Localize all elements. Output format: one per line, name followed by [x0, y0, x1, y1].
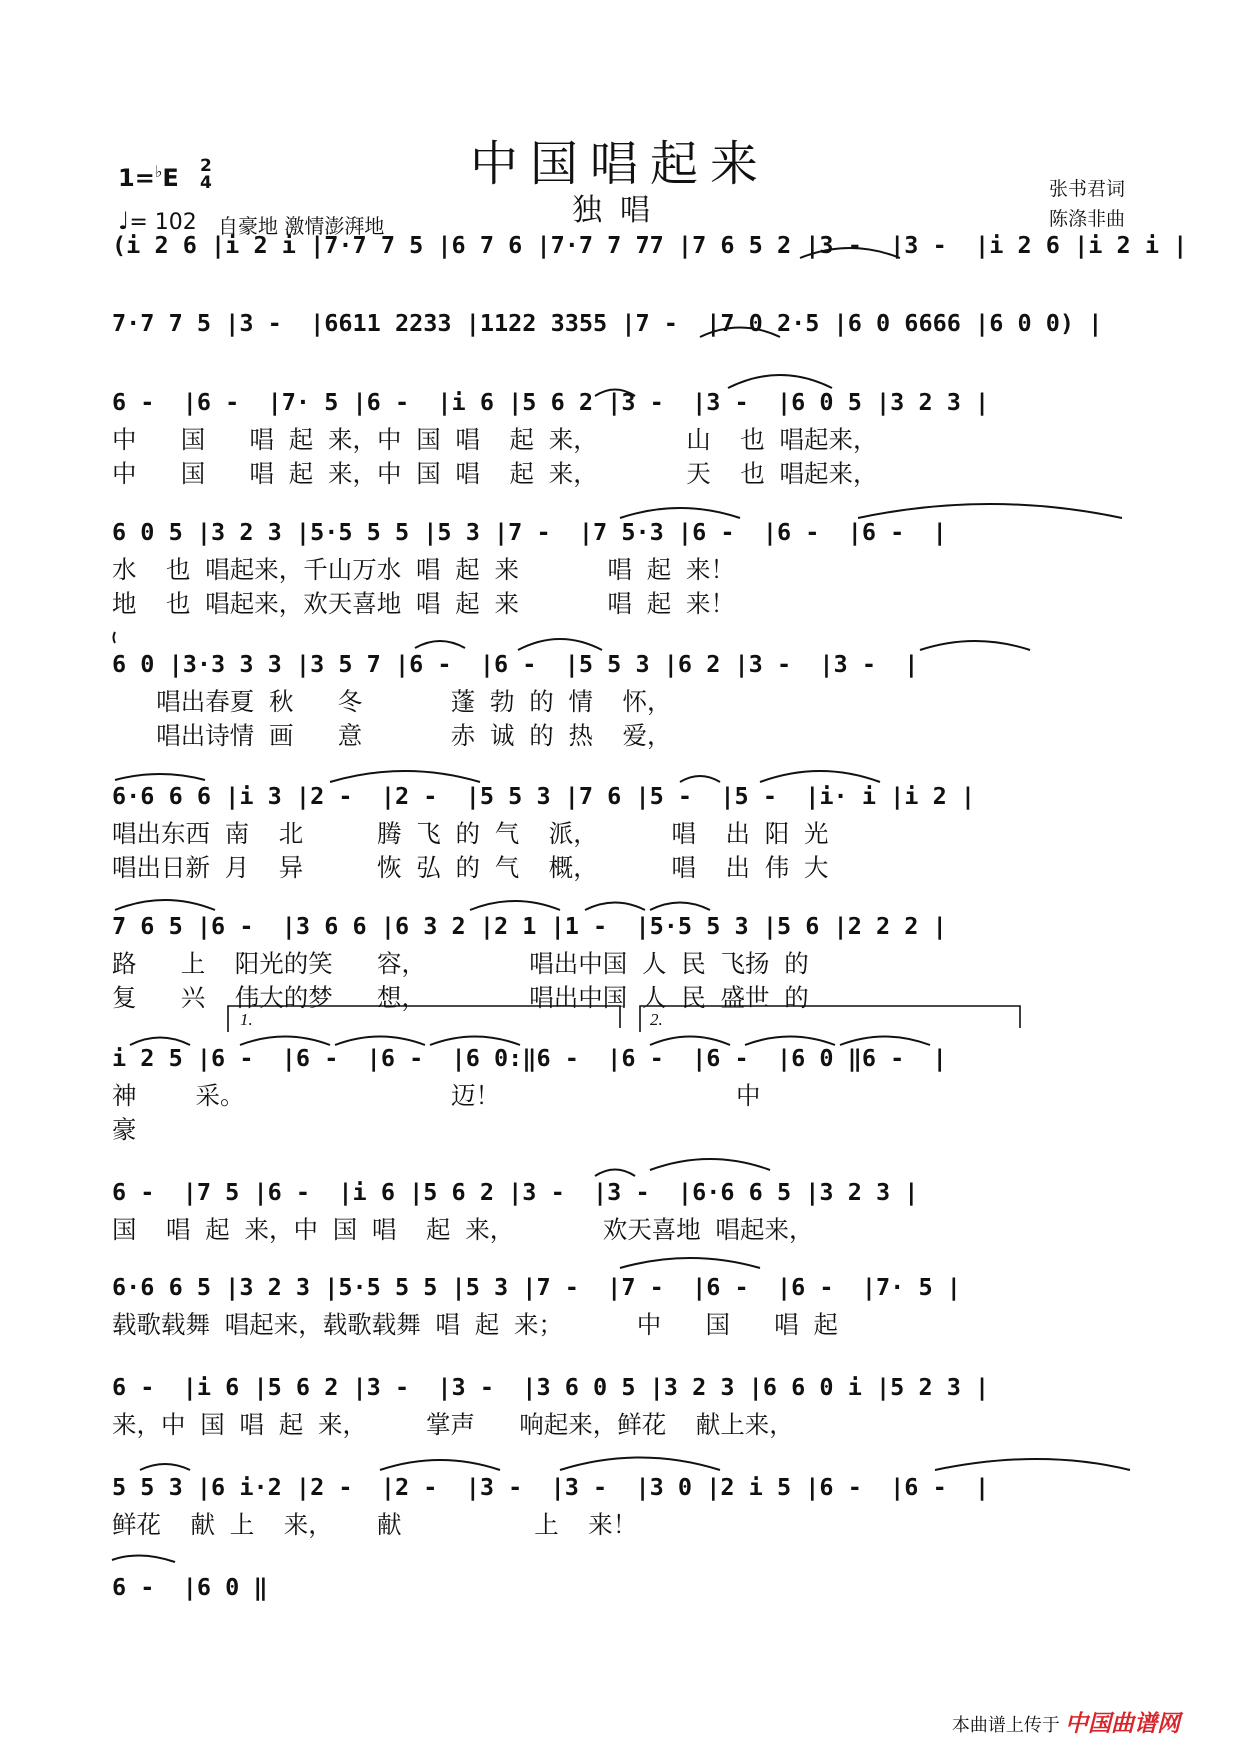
- tie-arc: [240, 1037, 330, 1046]
- slur-arc: [115, 774, 205, 780]
- slur-arc: [140, 1464, 190, 1470]
- volta-1-label: 1.: [240, 1010, 253, 1029]
- score-line-3: 6 - |6 - |7· 5 |6 - |i 6 |5 6 2 |3 - |3 - |6 0 5 |3 2 3 |: [112, 388, 990, 416]
- slur-arc: [130, 1038, 190, 1046]
- volta-2-label: 2.: [650, 1010, 663, 1029]
- tie-arc: [728, 375, 832, 388]
- lyrics-line-7b: 复 兴 伟大的梦 想， 唱出中国 人 民 盛世 的: [112, 983, 809, 1012]
- score-line-13: 6 - |6 0 ‖: [112, 1573, 268, 1601]
- slur-arc: [415, 641, 465, 648]
- score-line-8: i 2 5 |6 - |6 - |6 - |6 0:‖6 - |6 - |6 - |6 0 ‖6 - |: [112, 1044, 947, 1072]
- score-line-5: 6 0 |3·3 3 3 |3 5 7 |6 - |6 - |5 5 3 |6 2 |3 - |3 - |: [112, 650, 919, 678]
- lyrics-line-5a: 唱出春夏 秋 冬 蓬 勃 的 情 怀，: [112, 687, 672, 716]
- quarter-note-icon: ♩: [118, 207, 130, 235]
- lyrics-line-4a: 水 也 唱起来，千山万水 唱 起 来 唱 起 来！: [112, 555, 736, 584]
- lyricist: 张书君词: [1048, 178, 1125, 200]
- score-line-9: 6 - |7 5 |6 - |i 6 |5 6 2 |3 - |3 - |6·6 6 5 |3 2 3 |: [112, 1178, 919, 1206]
- score-line-1: (i 2 6 |i 2 i |7·7 7 5 |6 7 6 |7·7 7 77 |7 6 5 2 |3 - |3 - |i 2 6 |i 2 i |: [112, 231, 1188, 259]
- site-logo[interactable]: 中国曲谱网: [1065, 1711, 1180, 1737]
- slur-arc: [470, 901, 560, 910]
- slur-arc: [595, 390, 635, 397]
- tie-arc: [335, 1037, 425, 1046]
- lyrics-line-4b: 地 也 唱起来，欢天喜地 唱 起 来 唱 起 来！: [112, 589, 736, 618]
- tie-arc: [760, 771, 880, 782]
- tie-arc: [745, 1037, 835, 1046]
- tie-arc: [112, 1555, 175, 1562]
- tie-arc: [560, 1458, 720, 1471]
- lyrics-line-3a: 中 国 唱 起 来，中 国 唱 起 来， 山 也 唱起来，: [112, 425, 878, 454]
- score-subtitle: 独唱: [572, 193, 668, 228]
- slur-arc: [680, 776, 720, 782]
- tie-arc: [650, 903, 710, 911]
- score-line-11: 6 - |i 6 |5 6 2 |3 - |3 - |3 6 0 5 |3 2 3 |6 6 0 i |5 2 3 |: [112, 1373, 990, 1401]
- tie-arc: [114, 632, 116, 643]
- tie-arc: [858, 504, 1122, 518]
- score-line-12: 5 5 3 |6 i·2 |2 - |2 - |3 - |3 - |3 0 |2 i 5 |6 - |6 - |: [112, 1473, 990, 1501]
- meter-top: 2: [200, 156, 212, 176]
- score-line-2: 7·7 7 5 |3 - |6611 2233 |1122 3355 |7 - |7 0 2·5 |6 0 6666 |6 0 0) |: [112, 309, 1103, 337]
- flat-symbol: ♭: [154, 162, 163, 181]
- lyrics-line-3b: 中 国 唱 起 来，中 国 唱 起 来， 天 也 唱起来，: [112, 459, 878, 488]
- meter-bottom: 4: [200, 173, 212, 193]
- lyrics-line-6b: 唱出日新 月 异 恢 弘 的 气 概， 唱 出 伟 大: [112, 853, 829, 882]
- score-line-7: 7 6 5 |6 - |3 6 6 |6 3 2 |2 1 |1 - |5·5 5 3 |5 6 |2 2 2 |: [112, 912, 947, 940]
- tie-arc: [920, 641, 1030, 650]
- expression-marking: 自豪地 激情澎湃地: [218, 214, 385, 238]
- tie-arc: [650, 1159, 770, 1170]
- volta-2-bracket: [640, 1006, 1020, 1032]
- lyrics-line-5b: 唱出诗情 画 意 赤 诚 的 热 爱，: [112, 721, 672, 750]
- tie-arc: [585, 903, 645, 911]
- tie-arc: [935, 1459, 1130, 1470]
- tie-arc: [620, 1258, 760, 1268]
- lyrics-line-8a: 神 采。 迈！ 中: [112, 1081, 761, 1110]
- slur-arc: [115, 900, 215, 910]
- score-line-6: 6·6 6 6 |i 3 |2 - |2 - |5 5 3 |7 6 |5 - |5 - |i· i |i 2 |: [112, 782, 976, 810]
- composer: 陈涤非曲: [1048, 208, 1125, 230]
- lyrics-line-7a: 路 上 阳光的笑 容， 唱出中国 人 民 飞扬 的: [112, 949, 809, 978]
- volta-1-bracket: [228, 1006, 620, 1032]
- score-line-10: 6·6 6 5 |3 2 3 |5·5 5 5 |5 3 |7 - |7 - |6 - |6 - |7· 5 |: [112, 1273, 961, 1301]
- tie-arc: [620, 508, 740, 518]
- slur-arc: [595, 1170, 635, 1177]
- tempo-value: = 102: [129, 210, 197, 235]
- tie-arc: [840, 1037, 930, 1046]
- tie-arc: [430, 1037, 520, 1046]
- tie-arc: [518, 639, 602, 650]
- lyrics-line-10a: 载歌载舞 唱起来，载歌载舞 唱 起 来； 中 国 唱 起: [112, 1310, 839, 1339]
- tie-arc: [380, 1460, 500, 1470]
- tie-arc: [800, 248, 900, 258]
- footer-upload-text: 本曲谱上传于: [951, 1715, 1060, 1736]
- lyrics-line-8b: 豪: [112, 1115, 137, 1144]
- key-note: E: [162, 164, 179, 192]
- key-prefix: 1=: [118, 164, 155, 192]
- lyrics-line-12a: 鲜花 献 上 来， 献 上 来！: [112, 1510, 638, 1539]
- tie-arc: [650, 1037, 730, 1046]
- tie-arc: [700, 328, 780, 338]
- score-line-4: 6 0 5 |3 2 3 |5·5 5 5 |5 3 |7 - |7 5·3 |6 - |6 - |6 - |: [112, 518, 947, 546]
- tie-arc: [330, 771, 480, 782]
- lyrics-line-11a: 来，中 国 唱 起 来， 掌声 响起来，鲜花 献上来，: [112, 1410, 794, 1439]
- lyrics-line-6a: 唱出东西 南 北 腾 飞 的 气 派， 唱 出 阳 光: [112, 819, 829, 848]
- lyrics-line-9a: 国 唱 起 来，中 国 唱 起 来， 欢天喜地 唱起来，: [112, 1215, 814, 1244]
- footer: [952, 1705, 1180, 1738]
- score-title: 中国唱起来: [469, 136, 770, 192]
